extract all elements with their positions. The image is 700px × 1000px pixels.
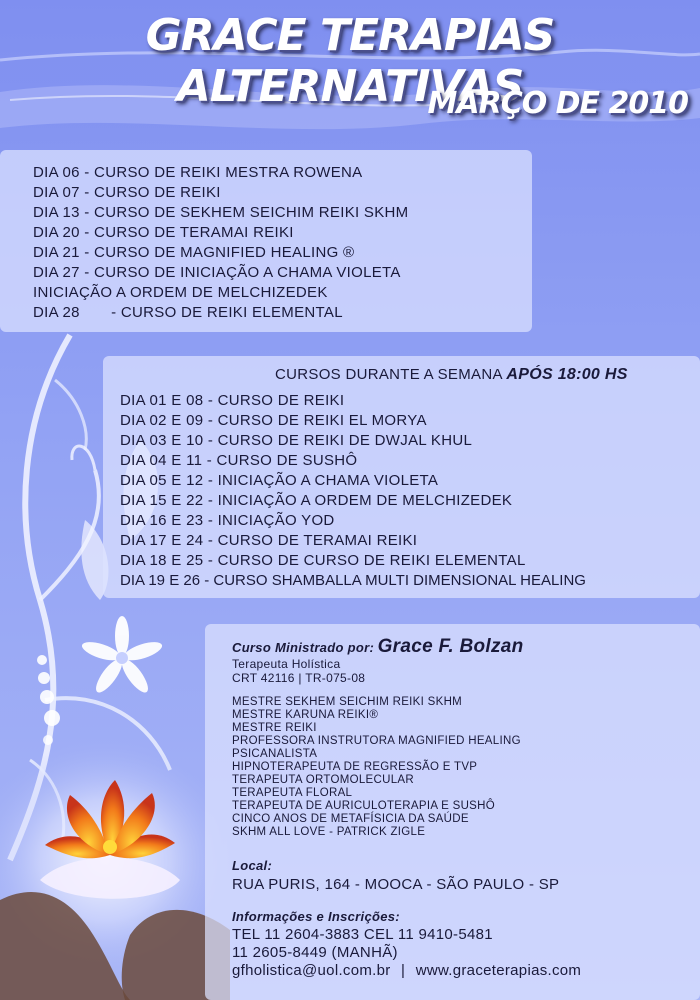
march-course-item: DIA 27 - CURSO DE INICIAÇÃO A CHAMA VIOLETA	[33, 264, 401, 281]
location-address: RUA PURIS, 164 - MOOCA - SÃO PAULO - SP	[232, 876, 560, 893]
march-courses-panel	[0, 150, 532, 332]
credential-item: CINCO ANOS DE METAFÍSICIA DA SAÚDE	[232, 813, 469, 825]
credential-item: SKHM ALL LOVE - PATRICK ZIGLE	[232, 826, 426, 838]
weekday-course-item: DIA 05 E 12 - INICIAÇÃO A CHAMA VIOLETA	[120, 472, 439, 489]
credential-item: PSICANALISTA	[232, 748, 318, 760]
weekday-course-item: DIA 18 E 25 - CURSO DE CURSO DE REIKI ELEMENTAL	[120, 552, 526, 569]
instructor-label: Curso Ministrado por:	[232, 640, 375, 655]
contact-phone-morning: 11 2605-8449 (MANHÃ)	[232, 944, 398, 961]
weekday-heading-time: APÓS 18:00 HS	[506, 366, 628, 383]
march-course-item: DIA 21 - CURSO DE MAGNIFIED HEALING ®	[33, 244, 355, 261]
weekday-course-item: DIA 03 E 10 - CURSO DE REIKI DE DWJAL KHUL	[120, 432, 473, 449]
page-title: GRACE TERAPIAS ALTERNATIVAS	[145, 10, 555, 112]
instructor-heading	[232, 636, 524, 658]
march-course-item: DIA 13 - CURSO DE SEKHEM SEICHIM REIKI SKHM	[33, 204, 409, 221]
credential-item: MESTRE REIKI	[232, 722, 317, 734]
contact-website-link[interactable]: www.graceterapias.com	[415, 962, 582, 979]
credential-item: TERAPEUTA FLORAL	[232, 787, 353, 799]
credential-item: HIPNOTERAPEUTA DE REGRESSÃO E TVP	[232, 761, 478, 773]
march-course-item: DIA 28 - CURSO DE REIKI ELEMENTAL	[33, 304, 343, 321]
credential-item: MESTRE KARUNA REIKI®	[232, 709, 379, 721]
contact-email-link[interactable]: gfholistica@uol.com.br	[232, 962, 391, 979]
march-course-item: DIA 20 - CURSO DE TERAMAI REIKI	[33, 224, 294, 241]
march-course-item: DIA 06 - CURSO DE REIKI MESTRA ROWENA	[33, 164, 363, 181]
contact-line	[232, 962, 581, 979]
weekday-course-item: DIA 02 E 09 - CURSO DE REIKI EL MORYA	[120, 412, 427, 429]
credential-item: TERAPEUTA DE AURICULOTERAPIA E SUSHÔ	[232, 800, 496, 812]
weekday-course-item: DIA 19 E 26 - CURSO SHAMBALLA MULTI DIMENSIONAL HEALING	[120, 572, 586, 589]
weekday-heading-text: CURSOS DURANTE A SEMANA	[275, 366, 502, 383]
weekday-course-item: DIA 16 E 23 - INICIAÇÃO YOD	[120, 512, 335, 529]
weekday-course-item: DIA 04 E 11 - CURSO DE SUSHÔ	[120, 452, 358, 469]
page-subtitle: MARÇO DE 2010	[427, 86, 688, 121]
contact-label: Informações e Inscrições:	[232, 909, 400, 924]
instructor-name: Grace F. Bolzan	[377, 636, 524, 657]
weekday-heading	[275, 366, 628, 384]
march-course-item: INICIAÇÃO A ORDEM DE MELCHIZEDEK	[33, 284, 328, 301]
contact-separator: |	[401, 962, 406, 979]
weekday-course-item: DIA 15 E 22 - INICIAÇÃO A ORDEM DE MELCHIZEDEK	[120, 492, 513, 509]
credential-item: PROFESSORA INSTRUTORA MAGNIFIED HEALING	[232, 735, 521, 747]
credential-item: MESTRE SEKHEM SEICHIM REIKI SKHM	[232, 696, 463, 708]
instructor-contact-panel	[205, 624, 700, 1000]
weekday-course-item: DIA 01 E 08 - CURSO DE REIKI	[120, 392, 345, 409]
weekday-courses-panel	[103, 356, 700, 598]
contact-phones: TEL 11 2604-3883 CEL 11 9410-5481	[232, 926, 493, 943]
weekday-course-item: DIA 17 E 24 - CURSO DE TERAMAI REIKI	[120, 532, 418, 549]
instructor-registration: CRT 42116 | TR-075-08	[232, 671, 366, 685]
location-label: Local:	[232, 858, 273, 873]
instructor-role: Terapeuta Holística	[232, 657, 341, 671]
march-course-item: DIA 07 - CURSO DE REIKI	[33, 184, 221, 201]
credential-item: TERAPEUTA ORTOMOLECULAR	[232, 774, 414, 786]
